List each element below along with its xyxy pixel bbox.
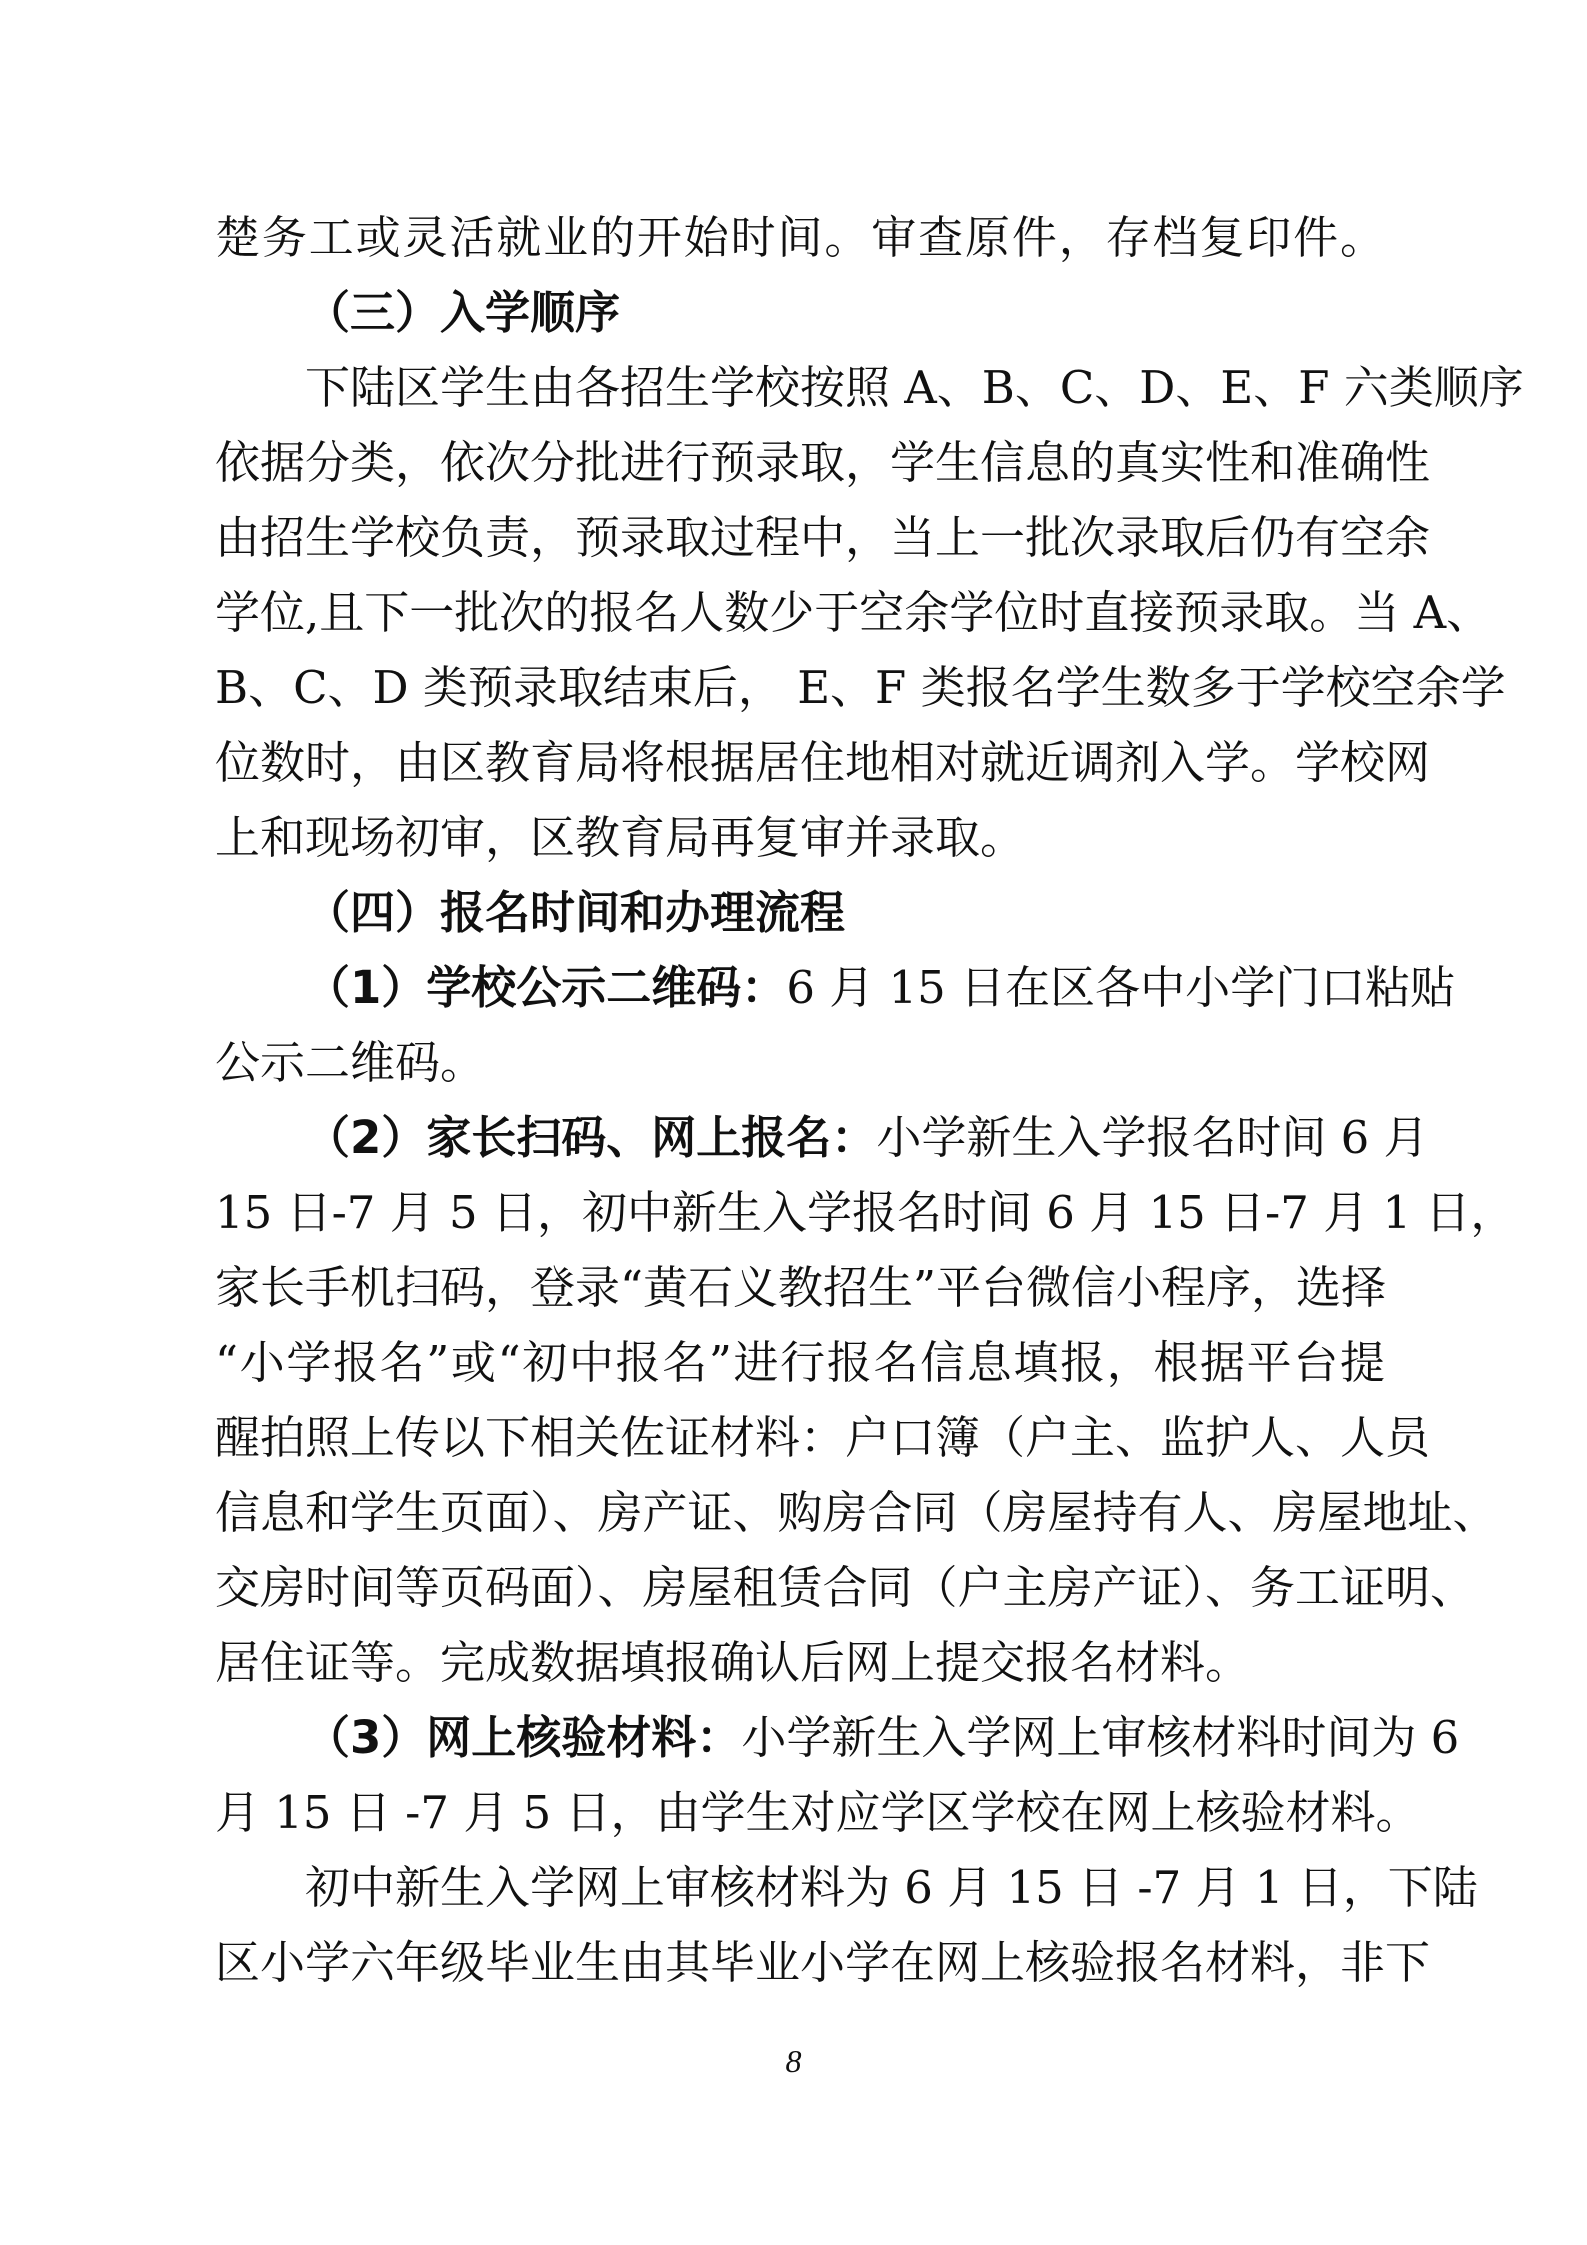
item-1-line	[215, 950, 1456, 1025]
item-1-lead: （1）学校公示二维码：	[305, 961, 787, 1014]
paragraph-line: 位数时，由区教育局将根据居住地相对就近调剂入学。学校网	[215, 736, 1431, 789]
paragraph-line: 初中新生入学网上审核材料为 6 月 15 日 -7 月 1 日，下陆	[305, 1861, 1478, 1914]
item-2-line: 醒拍照上传以下相关佐证材料：户口簿（户主、监护人、人员	[215, 1411, 1431, 1464]
paragraph-line: 依据分类，依次分批进行预录取，学生信息的真实性和准确性	[215, 436, 1431, 489]
item-2-line	[215, 1100, 1429, 1175]
item-1-line: 公示二维码。	[215, 1036, 486, 1089]
document-body	[215, 200, 1524, 2000]
item-3-lead: （3）网上核验材料：	[305, 1711, 742, 1764]
page-number: 8	[785, 2043, 802, 2079]
paragraph-line: 楚务工或灵活就业的开始时间。审查原件，存档复印件。	[215, 211, 1385, 264]
item-2-text: 小学新生入学报名时间 6 月	[876, 1111, 1429, 1164]
paragraph-line: 由招生学校负责，预录取过程中，当上一批次录取后仍有空余	[215, 511, 1431, 564]
paragraph-line: B、C、D 类预录取结束后， E、F 类报名学生数多于学校空余学	[215, 661, 1506, 714]
item-2-line: “小学报名”或“初中报名”进行报名信息填报，根据平台提	[215, 1336, 1385, 1389]
paragraph-line: 下陆区学生由各招生学校按照 A、B、C、D、E、F 六类顺序	[305, 361, 1524, 414]
section-heading-3: （三）入学顺序	[305, 286, 621, 339]
item-3-line	[215, 1700, 1460, 1775]
item-1-text: 6 月 15 日在区各中小学门口粘贴	[786, 961, 1456, 1014]
item-3-line: 月 15 日 -7 月 5 日，由学生对应学区学校在网上核验材料。	[215, 1786, 1421, 1839]
item-2-line: 信息和学生页面）、房产证、购房合同（房屋持有人、房屋地址、	[215, 1486, 1498, 1539]
item-2-line: 交房时间等页码面）、房屋租赁合同（户主房产证）、务工证明、	[215, 1561, 1476, 1614]
item-2-line: 15 日-7 月 5 日，初中新生入学报名时间 6 月 15 日-7 月 1 日，	[215, 1186, 1516, 1239]
section-heading-4: （四）报名时间和办理流程	[305, 886, 846, 939]
item-2-lead: （2）家长扫码、网上报名：	[305, 1111, 877, 1164]
paragraph-line: 学位,且下一批次的报名人数少于空余学位时直接预录取。当 A、	[215, 586, 1492, 639]
item-2-line: 居住证等。完成数据填报确认后网上提交报名材料。	[215, 1636, 1251, 1689]
paragraph-line: 区小学六年级毕业生由其毕业小学在网上核验报名材料，非下	[215, 1936, 1431, 1989]
paragraph-line: 上和现场初审，区教育局再复审并录取。	[215, 811, 1026, 864]
item-3-text: 小学新生入学网上审核材料时间为 6	[741, 1711, 1460, 1764]
item-2-line: 家长手机扫码，登录“黄石义教招生”平台微信小程序，选择	[215, 1261, 1387, 1314]
